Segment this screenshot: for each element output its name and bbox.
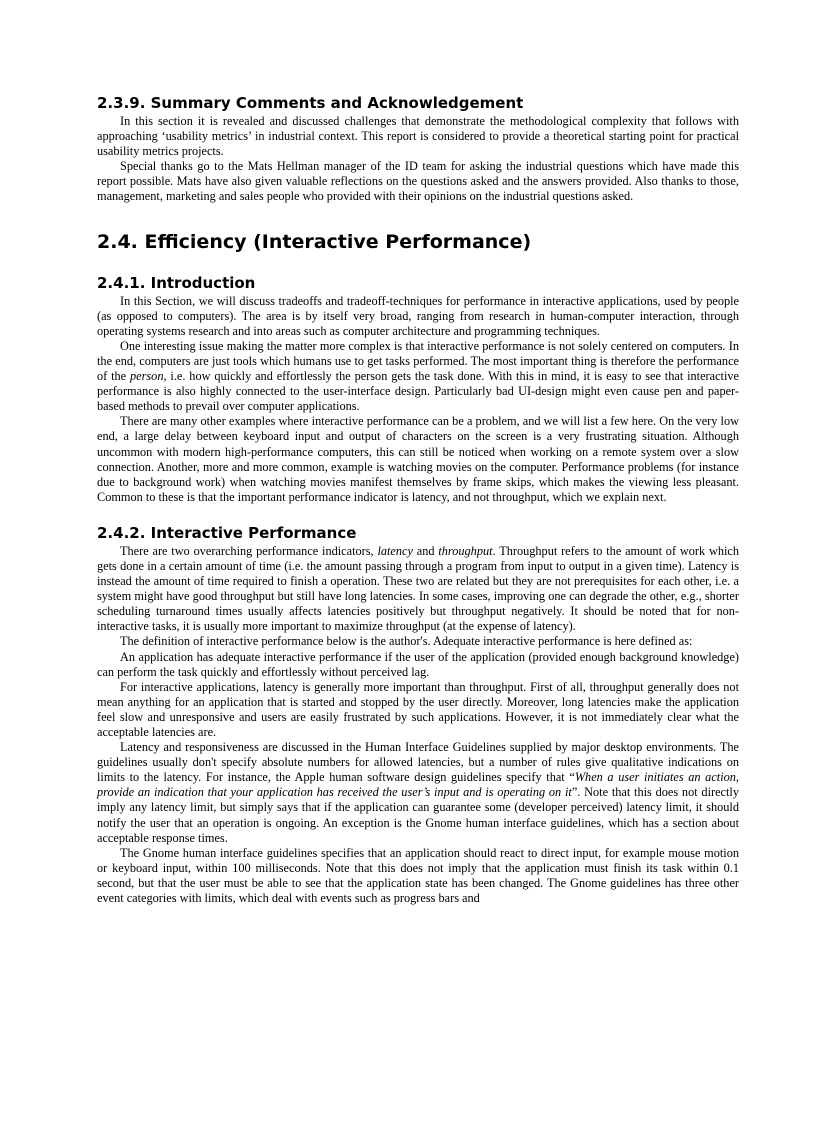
text-run: and bbox=[412, 543, 439, 558]
text-run: One interesting issue making the matter more complex is that interactive performance is not solely centered on computers. In the end, computers are just tools which humans use to get tasks performed. The most important thing is therefore the performance of the bbox=[97, 338, 739, 384]
text-run: , i.e. how quickly and effortlessly the person gets the task done. With this in mind, it is easy to see that interactive performance is also highly connected to the user-interface design. Particularly bad UI-design might even cause pen and paper-based methods to prevail over computer applications. bbox=[97, 369, 739, 414]
section-heading-2-4: 2.4. Efficiency (Interactive Performance) bbox=[97, 230, 532, 253]
paragraph: In this section it is revealed and discussed challenges that demonstrate the methodological complexity that follows with approaching ‘usability metrics’ in industrial context. This report is considered to provide a theoretical starting point for practical usability metrics projects. bbox=[97, 114, 739, 159]
section-heading-2-4-2: 2.4.2. Interactive Performance bbox=[97, 523, 357, 542]
paragraph: An application has adequate interactive performance if the user of the application (provided enough background knowledge) can perform the task quickly and effortlessly without perceived lag. bbox=[97, 649, 739, 679]
section-heading-2-4-1: 2.4.1. Introduction bbox=[97, 273, 256, 292]
paragraph: In this Section, we will discuss tradeoffs and tradeoff-techniques for performance in interactive applications, used by people (as opposed to computers). The area is by itself very broad, ranging from research in human-computer interaction, through operating systems research and into areas such as computer architecture and programming techniques. bbox=[97, 293, 739, 338]
paragraph: There are many other examples where interactive performance can be a problem, and we will list a few here. On the very low end, a large delay between keyboard input and output of characters on the screen is a very frustrating situation. Although uncommon with modern high-performance computers, this can still be noticed when working on a remote system over a slow connection. Another, more and more common, example is watching movies on the computer. Performance problems (for instance due to background work) when watching movies manifest themselves by frame skips, which makes the viewing less pleasant. Common to these is that the important performance indicator is latency, and not throughput, which we explain next. bbox=[97, 414, 739, 504]
emphasis-text: latency bbox=[377, 543, 413, 558]
text-run: ”. Note that this does not directly imply any latency limit, but simply says that if the application can guarantee some (developer perceived) latency limit, it should notify the user that an operation is ongoing. An exception is the Gnome human interface guidelines, which has a section about acceptable response times. bbox=[97, 785, 739, 845]
emphasis-text: throughput bbox=[438, 543, 493, 558]
text-run: There are two overarching performance indicators, bbox=[120, 543, 378, 558]
paragraph: The definition of interactive performance below is the author's. Adequate interactive performance is here defined as: bbox=[120, 634, 693, 649]
paragraph bbox=[97, 339, 739, 414]
emphasis-text: person bbox=[130, 369, 164, 384]
section-heading-2-3-9: 2.3.9. Summary Comments and Acknowledgement bbox=[97, 94, 524, 112]
paragraph bbox=[97, 740, 739, 846]
text-run: . Throughput refers to the amount of work which gets done in a certain amount of time (i.e. the amount passing through a program from input to output in a given time). Latency is instead the amount of time required to finish a operation. These two are related but they are not prerequisites for each other, i.e. a system might have good throughput but still have long latencies. In some cases, improving one can degrade the other, e.g., shorter scheduling turnaround times usually affects latencies positively but throughput negatively. It should be noted that for non-interactive tasks, it is usually more important to maximize throughput (at the expense of latency). bbox=[97, 543, 739, 634]
paragraph: Special thanks go to the Mats Hellman manager of the ID team for asking the industrial questions which have made this report possible. Mats have also given valuable reflections on the questions asked and the answers provided. Also thanks to those, management, marketing and sales people who provided with their opinions on the industrial questions asked. bbox=[97, 159, 739, 204]
emphasis-text: When a user initiates an action, provide an indication that your application has received the user’s input and is operating on it bbox=[97, 770, 739, 800]
paragraph: The Gnome human interface guidelines specifies that an application should react to direct input, for example mouse motion or keyboard input, within 100 milliseconds. Note that this does not imply that the application must finish its task within 0.1 second, but that the user must be able to see that the application state has been changed. The Gnome guidelines has three other event categories with limits, which deal with events such as progress bars and bbox=[97, 845, 739, 906]
document-page bbox=[97, 93, 739, 906]
text-run: Latency and responsiveness are discussed in the Human Interface Guidelines supplied by major desktop environments. The guidelines usually don't specify absolute numbers for allowed latencies, but a number of rules give qualitative indications on limits to the latency. For instance, the Apple human software design guidelines specify that “ bbox=[97, 740, 739, 785]
paragraph bbox=[97, 544, 739, 635]
paragraph: For interactive applications, latency is generally more important than throughput. First of all, throughput generally does not mean anything for an application that is started and stopped by the user directly. Moreover, long latencies make the application feel slow and unresponsive and users are easily frustrated by such applications. However, it is not immediately clear what the acceptable latencies are. bbox=[97, 679, 739, 739]
